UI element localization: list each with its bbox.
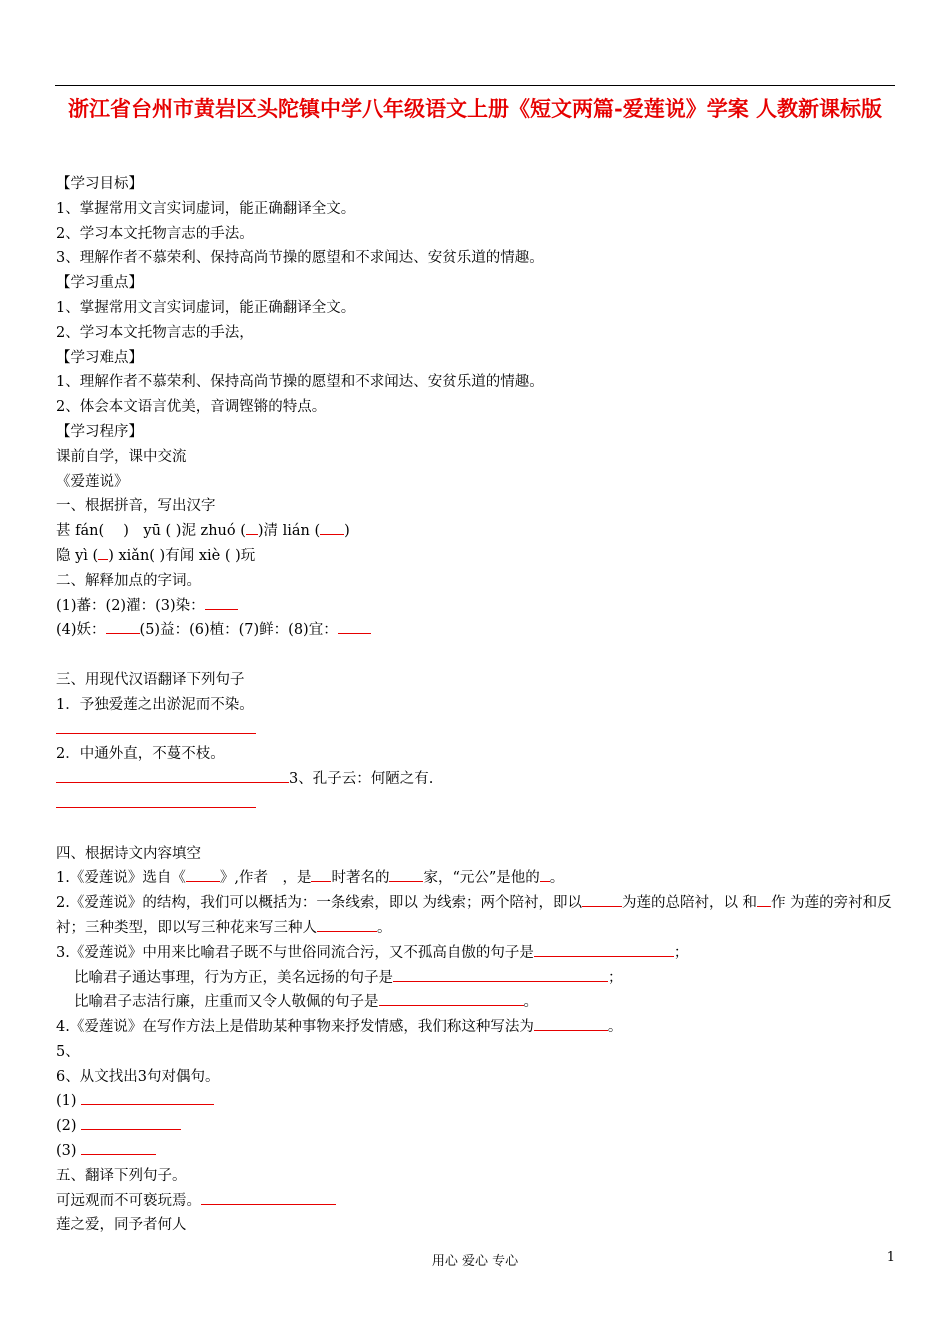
goal-item: 1、掌握常用文言实词虚词，能正确翻译全文。 [56, 200, 356, 217]
fill-item-1: 1.《爱莲说》选自《 》,作者 ，是 时著名的 家，“元公”是他的 。 [56, 866, 898, 891]
answer-blank[interactable] [186, 866, 220, 882]
fill-item-6: 6、从文找出3句对偶句。 [56, 1068, 220, 1085]
procedure-text: 课前自学，课中交流 [56, 448, 187, 465]
translate-item-1: 可远观而不可亵玩焉。 [56, 1189, 898, 1214]
translate-sentence-2: 2．中通外直，不蔓不枝。 [56, 746, 225, 763]
difficulty-item: 2、体会本文语言优美，音调铿锵的特点。 [56, 399, 327, 416]
worksheet-body [56, 172, 898, 1238]
fill-item-4: 4.《爱莲说》在写作方法上是借助某种事物来抒发情感，我们称这种写法为 。 [56, 1015, 898, 1040]
question-heading-translate-2: 五、翻译下列句子。 [56, 1167, 187, 1184]
section-heading-focus: 【学习重点】 [56, 275, 143, 292]
goal-item: 2、学习本文托物言志的手法。 [56, 225, 254, 242]
focus-item: 2、学习本文托物言志的手法， [56, 324, 254, 341]
document-title: 浙江省台州市黄岩区头陀镇中学八年级语文上册《短文两篇-爱莲说》学案 人教新课标版 [67, 96, 883, 121]
difficulty-item: 1、理解作者不慕荣利、保持高尚节操的愿望和不求闻达、安贫乐道的情趣。 [56, 374, 544, 391]
header-rule [55, 85, 895, 86]
question-heading-pinyin: 一、根据拼音，写出汉字 [56, 498, 216, 515]
fill-item-3b: 比喻君子通达事理，行为方正，美名远扬的句子是 ； [56, 966, 898, 991]
answer-line-row [56, 718, 898, 743]
answer-blank[interactable] [379, 990, 524, 1006]
answer-line[interactable] [56, 718, 256, 734]
fill-item-5: 5、 [56, 1043, 80, 1060]
goal-item: 3、理解作者不慕荣利、保持高尚节操的愿望和不求闻达、安贫乐道的情趣。 [56, 250, 544, 267]
answer-blank[interactable] [81, 1114, 181, 1130]
answer-blank[interactable] [81, 1089, 214, 1105]
answer-blank[interactable] [106, 618, 140, 634]
section-heading-difficulty: 【学习难点】 [56, 349, 143, 366]
answer-blank[interactable] [311, 866, 331, 882]
answer-blank[interactable] [317, 916, 377, 932]
answer-blank[interactable] [389, 866, 423, 882]
words-row-2: (4)妖： (5)益：(6)植：(7)鲜：(8)宜： [56, 618, 898, 643]
answer-line[interactable] [56, 767, 289, 783]
fill-item-2: 2.《爱莲说》的结构，我们可以概括为：一条线索，即以 为线索；两个陪衬，即以 为莲的总陪衬，以 和 作 为莲的旁衬和反衬；三种类型，即以写三种花来写三种人 。 [56, 891, 898, 941]
translate-item-2: 莲之爱，同予者何人 [56, 1217, 187, 1234]
translate-row-3: 3、孔子云：何陋之有. [56, 767, 898, 792]
footer-motto: 用心 爱心 专心 [431, 1254, 519, 1269]
section-heading-procedure: 【学习程序】 [56, 423, 143, 440]
fill-item-3c: 比喻君子志洁行廉，庄重而又令人敬佩的句子是 。 [56, 990, 898, 1015]
answer-blank[interactable] [201, 1189, 336, 1205]
answer-blank[interactable] [540, 866, 550, 882]
fill-item-3: 3.《爱莲说》中用来比喻君子既不与世俗同流合污，又不孤高自傲的句子是 ； [56, 941, 898, 966]
pinyin-row-2: 隐 yì ( ) xiǎn( )有闻 xiè ( )玩 [56, 544, 898, 569]
question-heading-fill: 四、根据诗文内容填空 [56, 845, 201, 862]
answer-blank[interactable] [534, 1015, 608, 1031]
answer-blank[interactable] [393, 966, 608, 982]
answer-blank[interactable] [320, 519, 344, 535]
answer-line-row [56, 792, 898, 817]
pinyin-row-1: 甚 fán( ) yū ( )泥 zhuó ( )清 lián ( ) [56, 519, 898, 544]
words-row-1: (1)蕃：(2)濯：(3)染： [56, 594, 898, 619]
couplet-answer-1: (1) [56, 1089, 898, 1114]
text-title: 《爱莲说》 [56, 473, 129, 490]
answer-blank[interactable] [582, 891, 622, 907]
couplet-answer-3: (3) [56, 1139, 898, 1164]
answer-line[interactable] [56, 792, 256, 808]
section-heading-goals: 【学习目标】 [56, 176, 143, 192]
question-heading-words: 二、解释加点的字词。 [56, 572, 201, 589]
translate-sentence-1: 1．予独爱莲之出淤泥而不染。 [56, 696, 254, 713]
answer-blank[interactable] [98, 544, 108, 560]
answer-blank[interactable] [534, 941, 674, 957]
page-number: 1 [886, 1250, 895, 1265]
answer-blank[interactable] [81, 1139, 156, 1155]
focus-item: 1、掌握常用文言实词虚词，能正确翻译全文。 [56, 299, 356, 316]
answer-blank[interactable] [205, 594, 238, 610]
answer-blank[interactable] [338, 618, 371, 634]
couplet-answer-2: (2) [56, 1114, 898, 1139]
answer-blank[interactable] [246, 519, 258, 535]
answer-blank[interactable] [757, 891, 771, 907]
question-heading-translate: 三、用现代汉语翻译下列句子 [56, 671, 245, 688]
